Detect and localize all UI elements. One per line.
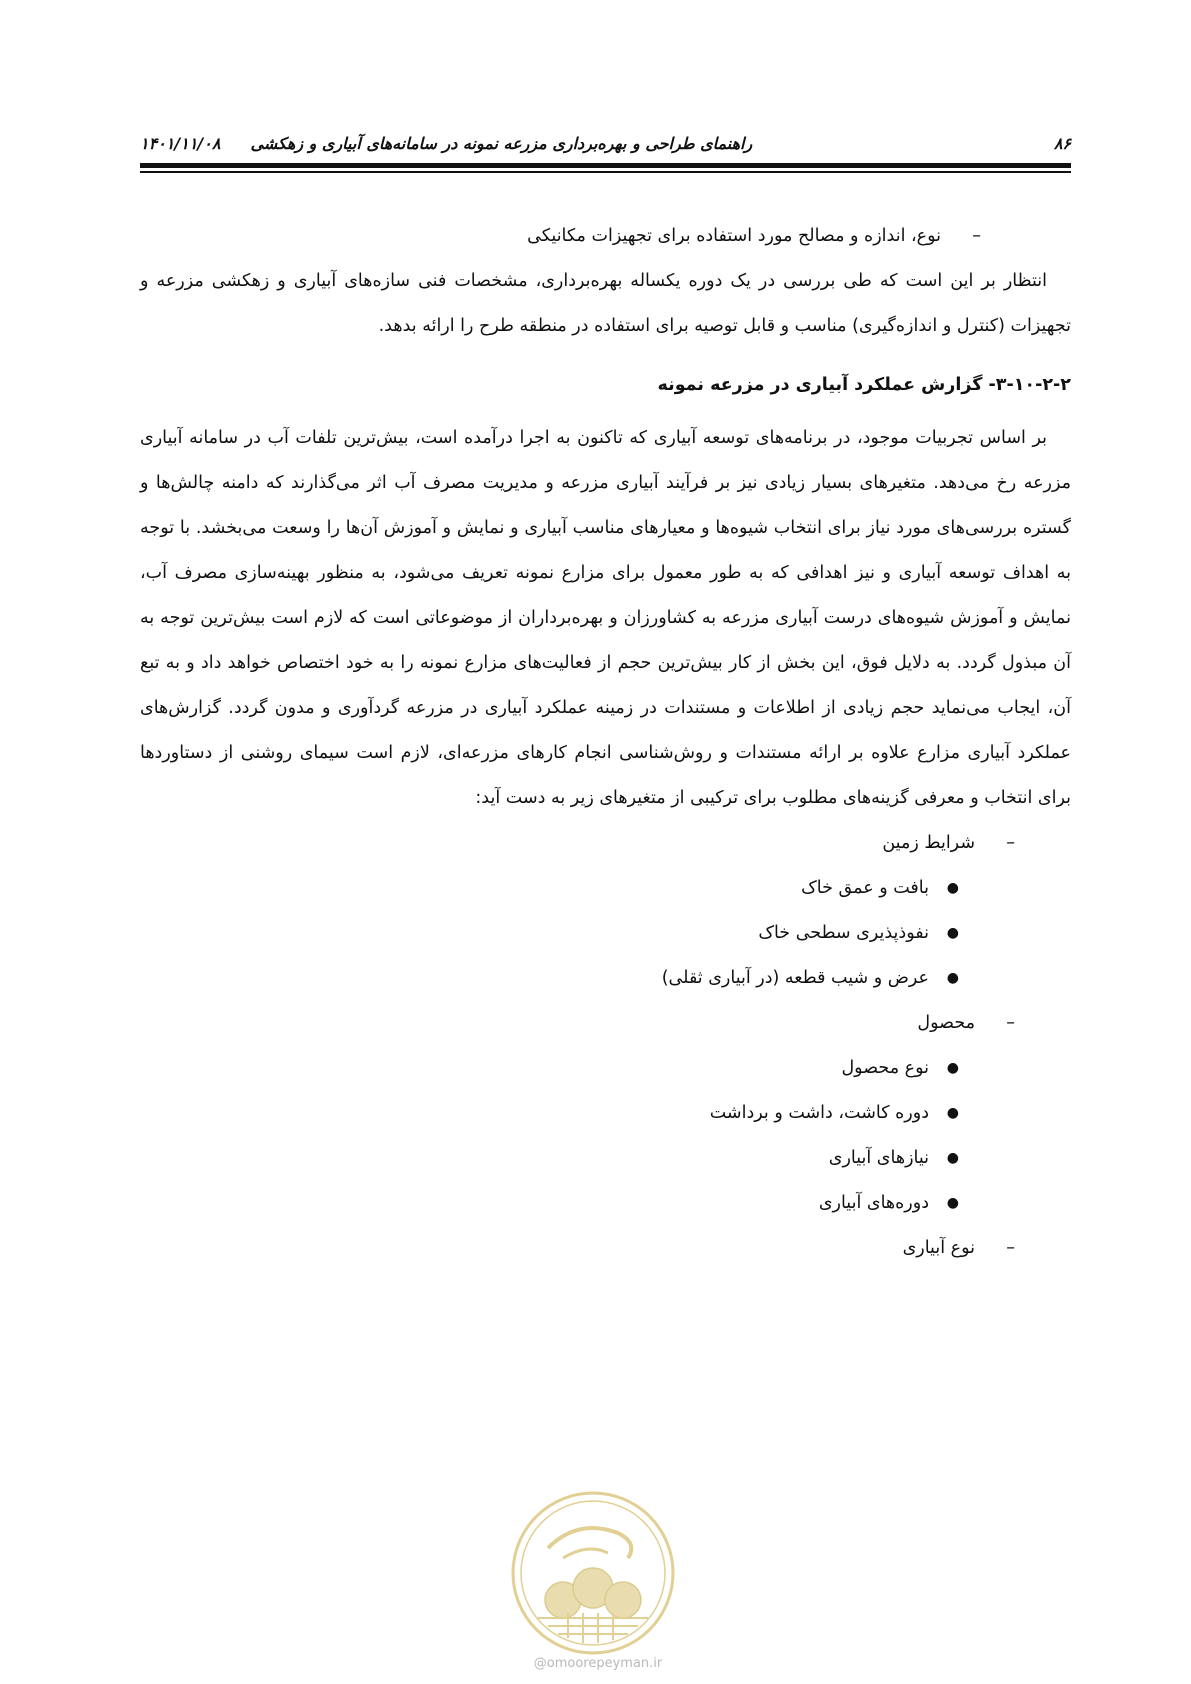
variable-group-title: محصول [917,1013,975,1033]
variable-group-irrigation-type [140,1226,1071,1271]
variable-group-title: نوع آبیاری [902,1238,975,1258]
dash-marker: – [972,226,981,246]
section-heading: ۳-۱۰-۲-۲- گزارش عملکرد آبیاری در مزرعه نمونه [657,375,1071,395]
dash-marker: – [1006,1238,1015,1258]
list-item-text: دوره‌های آبیاری [818,1193,929,1213]
list-item [140,866,1071,911]
bullet-icon: ● [946,1150,959,1166]
variable-group-crop [140,1001,1071,1046]
publisher-seal-logo [508,1488,678,1658]
paragraph-irrigation-performance: بر اساس تجربیات موجود، در برنامه‌های توسعه آبیاری که تاکنون به اجرا درآمده است، بیش‌ترین تلفات آب در سامانه آبیاری مزرعه رخ می‌دهد. متغیرهای بسیار زیادی نیز بر فرآیند آبیاری مزرعه و مدیریت مصرف آب اثر می‌گذارند که دامنه چالش‌ها و گستره بررسی‌های مورد نیاز برای انتخاب شیوه‌ها و معیارهای مناسب آبیاری و نمایش و آموزش آن‌ها را وسعت می‌بخشد. با توجه به اهداف توسعه آبیاری و نیز اهدافی که به طور معمول برای مزارع نمونه تعریف می‌شود، به منظور بهینه‌سازی مصرف آب، نمایش و آموزش شیوه‌های درست آبیاری مزرعه به کشاورزان و بهره‌برداران از موضوعاتی است که لازم است بیش‌ترین توجه به آن مبذول گردد. به دلایل فوق، این بخش از کار بیش‌ترین حجم از فعالیت‌های مزارع نمونه را به خود اختصاص خواهد داد و به تبع آن، ایجاب می‌نماید حجم زیادی از اطلاعات و مستندات در زمینه عملکرد آبیاری در مزرعه گردآوری و مدون گردد. گزارش‌های عملکرد آبیاری مزارع علاوه بر ارائه مستندات و روش‌شناسی انجام کارهای مزرعه‌ای، لازم است سیمای روشنی از دستاوردها برای انتخاب و معرفی گزینه‌های مطلوب برای ترکیبی از متغیرهای زیر به دست آید: [140,428,1071,808]
list-item [140,1136,1071,1181]
paragraph-expectation: انتظار بر این است که طی بررسی در یک دوره یکساله بهره‌برداری، مشخصات فنی سازه‌های آبیاری و زهکشی مزرعه و تجهیزات (کنترل و اندازه‌گیری) مناسب و قابل توصیه برای استفاده در منطقه طرح را ارائه بدهد. [140,271,1071,336]
dash-marker: – [1006,1013,1015,1033]
bullet-icon: ● [946,925,959,941]
bullet-icon: ● [946,1060,959,1076]
page-number: ۸۶ [1053,133,1071,153]
list-item-text: نوع محصول [841,1058,929,1078]
bullet-icon: ● [946,880,959,896]
header-rule-thick [140,163,1071,168]
logo-website-text: @omoorepeyman.ir [533,1656,663,1671]
list-item-text: عرض و شیب قطعه (در آبیاری ثقلی) [661,968,929,988]
list-item [140,1181,1071,1226]
running-title: راهنمای طراحی و بهره‌برداری مزرعه نمونه در سامانه‌های آبیاری و زهکشی [250,133,753,153]
list-item [140,1091,1071,1136]
list-item-text: نفوذپذیری سطحی خاک [758,923,929,943]
bullet-icon: ● [946,1195,959,1211]
list-item-text: بافت و عمق خاک [801,878,929,898]
page-body [140,214,1071,1271]
intro-list-text: نوع، اندازه و مصالح مورد استفاده برای تجهیزات مکانیکی [527,226,941,246]
variables-list [140,821,1071,1271]
list-item [140,1046,1071,1091]
list-item-text: دوره کاشت، داشت و برداشت [709,1103,929,1123]
bullet-icon: ● [946,970,959,986]
variable-group-title: شرایط زمین [882,833,975,853]
bullet-icon: ● [946,1105,959,1121]
list-item-text: نیازهای آبیاری [828,1148,929,1168]
header-date: ۱۴۰۱/۱۱/۰۸ [140,133,221,153]
intro-list-item [140,214,1071,259]
dash-marker: – [1006,833,1015,853]
header-title-group [140,134,752,153]
page-header [140,128,1071,158]
variable-group-land [140,821,1071,866]
header-rule-thin [140,171,1071,173]
list-item [140,956,1071,1001]
list-item [140,911,1071,956]
